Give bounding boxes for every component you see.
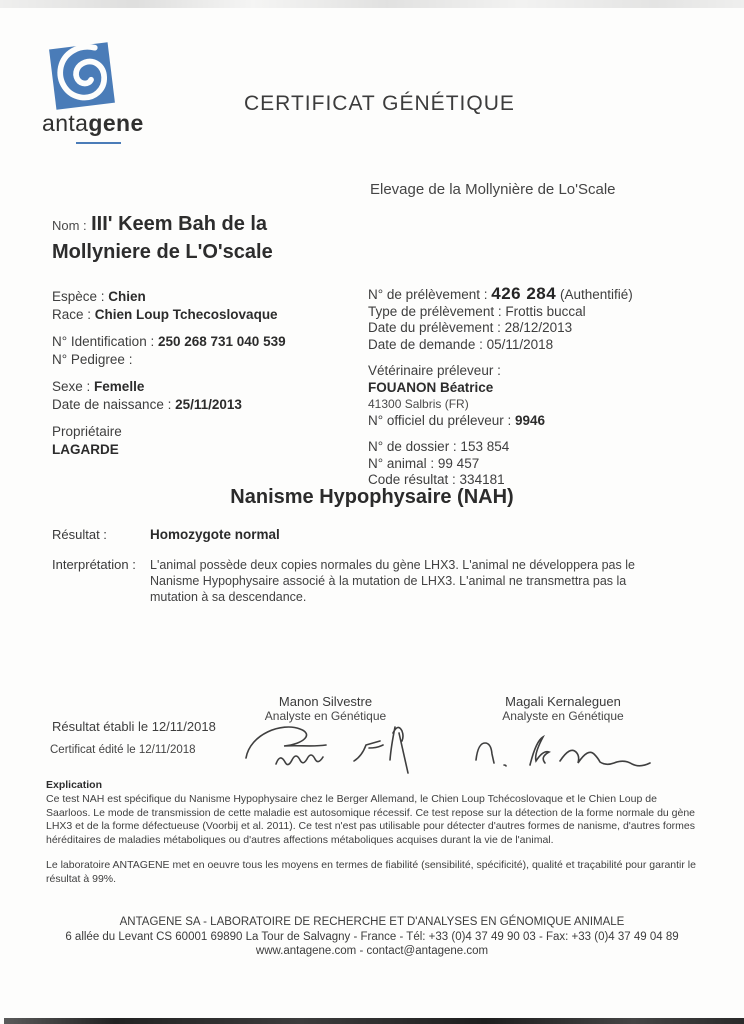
sample-number-row [368,286,708,304]
name-label: Nom : [52,218,87,233]
result-value: Homozygote normal [150,527,280,542]
sample-date-row: Date du prélèvement : 28/12/2013 [368,320,573,335]
owner-value: LAGARDE [52,441,119,457]
explanation-section [46,779,704,887]
identification-label: N° Identification : [52,334,155,349]
signatory-1-role: Analyste en Génétique [264,709,387,723]
sample-number-label: N° de prélèvement : [368,287,488,302]
signatory-2-name: Magali Kernaleguen [505,694,621,709]
result-row [52,527,672,542]
animal-number-row: N° animal : 99 457 [368,455,480,471]
sample-number-value: 426 284 [491,284,557,303]
footer-web-line: www.antagene.com - contact@antagene.com [255,945,489,957]
footer [0,915,744,959]
species-row [52,288,357,306]
result-established-date: Résultat établi le 12/11/2018 [52,719,216,734]
veterinarian-label: Vétérinaire préleveur : [368,363,501,378]
official-number-label: N° officiel du préleveur : [368,412,512,428]
birthdate-value: 25/11/2013 [175,396,242,412]
sex-label: Sexe : [52,379,91,394]
page-title: CERTIFICAT GÉNÉTIQUE [244,92,515,115]
species-group [52,288,357,323]
sex-group [52,378,357,413]
signatory-1-name: Manon Silvestre [278,694,373,709]
official-number-row [368,413,708,430]
species-value: Chien [108,289,146,304]
breed-row [52,306,357,324]
result-label: Résultat : [52,527,107,542]
result-code-row: Code résultat : 334181 [368,472,505,487]
identification-row [52,333,357,351]
interpretation-label: Interprétation : [52,557,136,572]
species-label: Espèce : [52,289,105,304]
antagene-spiral-logo-icon [44,38,120,116]
guarantee-text: Le laboratoire ANTAGENE met en oeuvre tous les moyens en termes de fiabilité (sensibilité, spécificité), qualité et traçabilité pour garantir le résultat à 99%. [46,858,696,885]
sample-group [368,286,708,353]
file-number-row: N° de dossier : 153 854 [368,439,510,454]
owner-group [52,423,357,458]
official-number-value: 9946 [515,412,546,428]
owner-label: Propriétaire [52,424,122,439]
animal-name-block [52,211,364,267]
interpretation-text: L'animal possède deux copies normales du gène LHX3. L'animal ne développera pas le Nanisme Hypophysaire associé à la mutation de LHX3. L'animal ne transmettra pas la mutation à sa descendance. [150,558,635,604]
sample-info-column [368,286,708,499]
explanation-heading: Explication [46,779,103,791]
test-title: Nanisme Hypophysaire (NAH) [230,486,514,508]
certificate-edited-date: Certificat édité le 12/11/2018 [50,744,196,756]
breeder-name: Elevage de la Mollynière de Lo'Scale [370,181,616,198]
veterinarian-group [368,363,708,429]
signature-manon-silvestre-icon [240,718,430,780]
brand-bold: gene [88,110,144,136]
id-group [52,333,357,368]
breed-label: Race : [52,306,92,322]
veterinarian-address: 41300 Salbris (FR) [368,397,469,411]
signatory-2-role: Analyste en Génétique [502,709,624,723]
identification-value: 250 268 731 040 539 [157,334,286,349]
signatory-2 [472,694,654,723]
sex-value: Femelle [94,379,145,394]
birthdate-row [52,396,357,414]
birthdate-label: Date de naissance : [52,396,172,412]
breed-value: Chien Loup Tchecoslovaque [94,306,278,322]
veterinarian-name: FOUANON Béatrice [368,379,494,395]
footer-address-line: 6 allée du Levant CS 60001 69890 La Tour de Salvagny - France - Tél: +33 (0)4 37 49 90 03 - Fax: +33 (0)4 37 49 04 89 [65,930,679,943]
footer-company-line: ANTAGENE SA - LABORATOIRE DE RECHERCHE ET D'ANALYSES EN GÉNOMIQUE ANIMALE [119,916,625,928]
sample-type-row: Type de prélèvement : Frottis buccal [368,303,586,319]
sex-row [52,378,357,396]
file-group [368,439,708,489]
pedigree-label: N° Pedigree : [52,351,133,367]
signature-magali-kernaleguen-icon [464,726,664,778]
request-date-row: Date de demande : 05/11/2018 [368,336,554,352]
scan-artifact-bottom [4,1018,744,1024]
brand-normal: anta [42,110,89,136]
explanation-text: Ce test NAH est spécifique du Nanisme Hypophysaire chez le Berger Allemand, le Chien Loup Tchécoslovaque et le Chien Loup de Saarloos. Le mode de transmission de cette maladie est autosomique récessif. Ce test repose sur la détection de la forme normale du gène LHX3 et de la forme défectueuse (Voorbij et al. 2011). Ce test n'est pas utilisable pour détecter d'autres formes de nanisme, d'autres formes héréditaires de maladies métaboliques ou d'autres affections métaboliques acquises durant la vie de l'animal. [46,792,696,847]
interpretation-row [52,557,670,605]
animal-info-column [52,288,357,468]
sample-authenticated: (Authentifié) [559,287,633,302]
animal-name: III' Keem Bah de la Mollyniere de L'O'scale [52,213,273,263]
scan-artifact-top [0,0,744,8]
pedigree-row [52,351,357,369]
brand-underline [76,142,121,144]
antagene-wordmark [42,110,144,137]
